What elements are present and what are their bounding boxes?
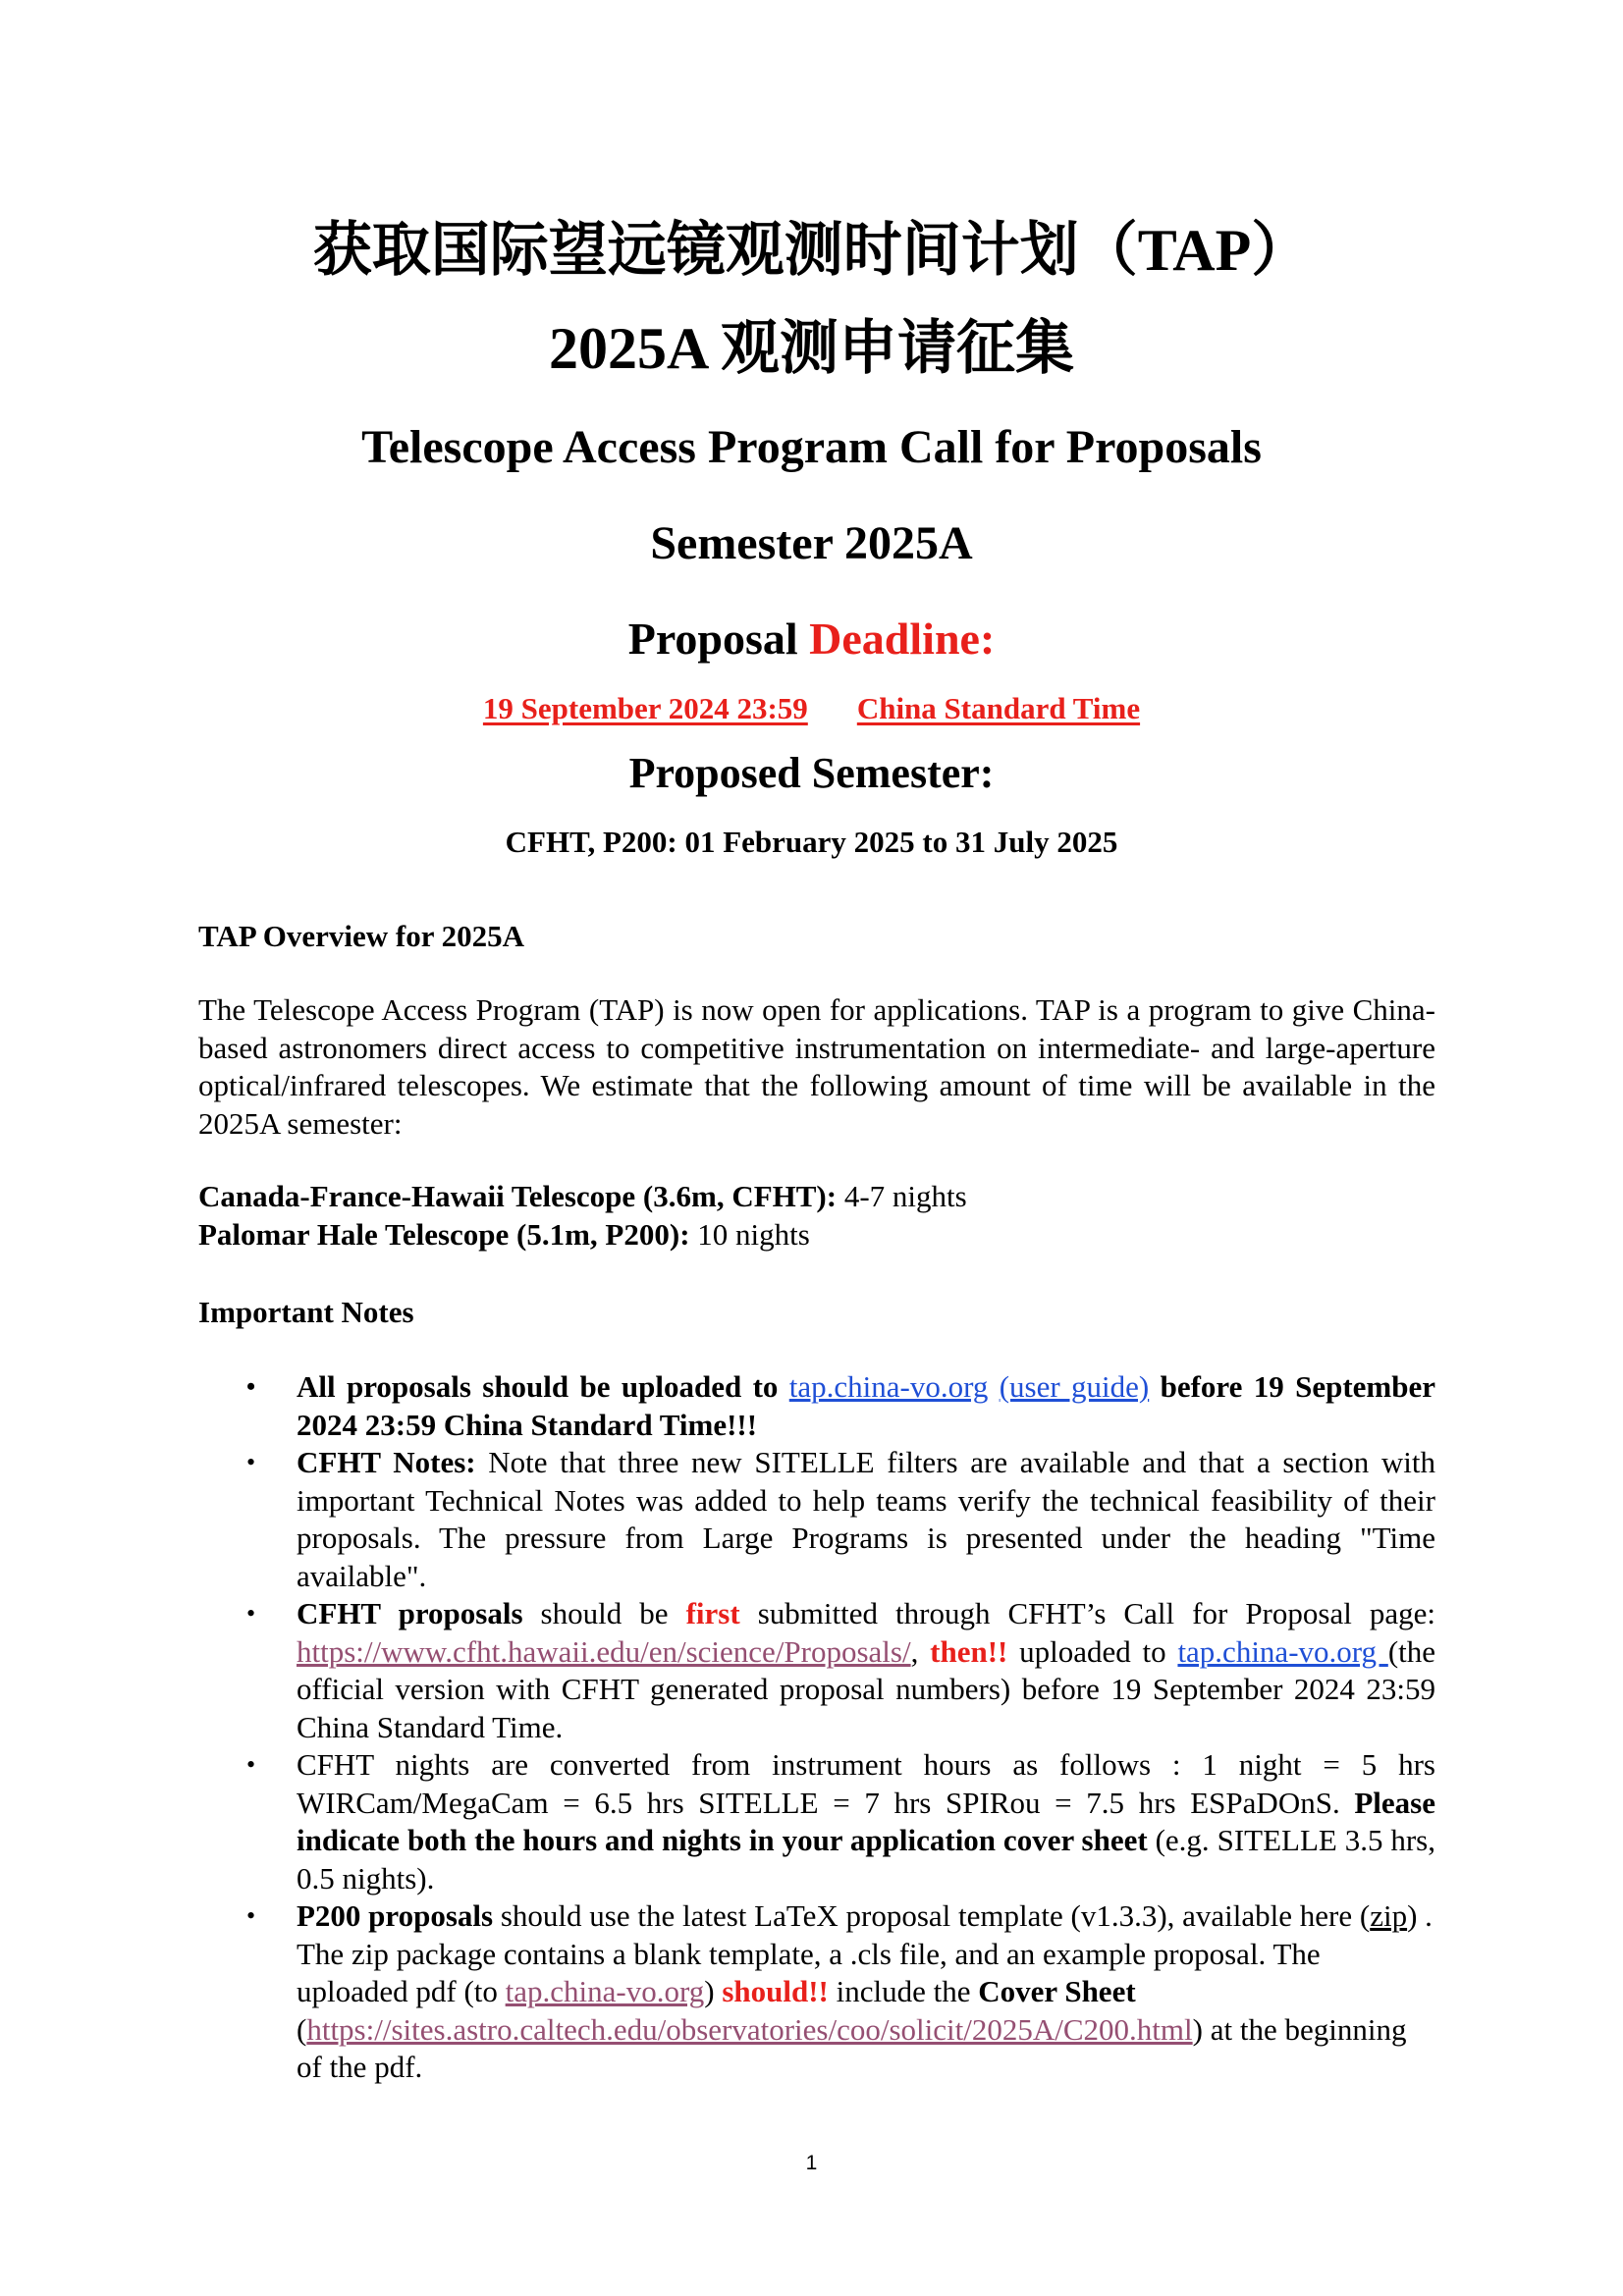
note3-text-a: should be bbox=[522, 1596, 686, 1630]
tap-link[interactable]: tap.china-vo.org bbox=[788, 1369, 989, 1404]
note3-text-b: submitted through CFHT’s Call for Proposal page: bbox=[739, 1596, 1435, 1630]
note4-bold: Please indicate both the hours and nights in your application cover sheet bbox=[297, 1785, 1435, 1857]
deadline-datetime bbox=[0, 693, 1623, 723]
title-chinese-line2: 2025A 观测申请征集 bbox=[548, 316, 1075, 381]
list-item bbox=[198, 1595, 1435, 1746]
page-number: 1 bbox=[805, 2152, 818, 2174]
overview-paragraph: The Telescope Access Program (TAP) is now open for applications. TAP is a program to give China-based astronomers direct access to competitive instrumentation on intermediate- and large-aperture optical/infrared telescopes. We estimate that the following amount of time will be available in the 2025A semester: bbox=[198, 992, 1435, 1141]
bullet: • bbox=[246, 1901, 256, 1930]
list-item bbox=[198, 1444, 1435, 1595]
deadline-date: 19 September 2024 23:59 bbox=[482, 691, 808, 725]
telescope-time: 10 nights bbox=[689, 1216, 810, 1252]
should-emphasis: should!! bbox=[722, 1974, 829, 2008]
note3-text-c: , bbox=[910, 1633, 931, 1669]
cfht-notes-label: CFHT Notes: bbox=[297, 1445, 476, 1479]
list-item bbox=[198, 1897, 1435, 2087]
note5-text-a: should use the latest LaTeX proposal template (v1.3.3), available here ( bbox=[493, 1898, 1371, 1933]
cover-sheet-link[interactable]: https://sites.astro.caltech.edu/observatories/coo/solicit/2025A/C200.html bbox=[306, 2011, 1193, 2047]
note4-text-end: (e.g. SITELLE 3.5 hrs, 0.5 nights). bbox=[297, 1823, 1435, 1896]
zip-link[interactable]: zip bbox=[1370, 1898, 1408, 1933]
p200-proposals-label: P200 proposals bbox=[297, 1898, 494, 1933]
list-item bbox=[198, 1368, 1435, 1444]
then-emphasis: then!! bbox=[930, 1633, 1008, 1669]
telescope-list bbox=[198, 1178, 1435, 1254]
note1-text: All proposals should be uploaded to bbox=[297, 1369, 789, 1404]
overview-heading: TAP Overview for 2025A bbox=[198, 919, 525, 953]
note5-text-b: ) . The zip package contains a blank template, a .cls file, and an example proposal. The uploaded pdf (to bbox=[297, 1898, 1433, 2008]
deadline-heading bbox=[0, 616, 1623, 662]
tap-link-3[interactable]: tap.china-vo.org bbox=[505, 1974, 705, 2008]
note5-text-d: include the bbox=[828, 1974, 979, 2008]
title-english-line1: Telescope Access Program Call for Proposals bbox=[361, 421, 1262, 473]
note1-text-end: before 19 September 2024 23:59 China Standard Time!!! bbox=[297, 1369, 1435, 1442]
note3-text-d: uploaded to bbox=[1007, 1633, 1178, 1669]
user-guide-link[interactable]: (user guide) bbox=[999, 1369, 1150, 1404]
list-item bbox=[198, 1746, 1435, 1897]
telescope-name: Palomar Hale Telescope (5.1m, P200): bbox=[198, 1216, 690, 1252]
note4-text: CFHT nights are converted from instrument hours as follows : 1 night = 5 hrs WIRCam/MegaCam = 6.5 hrs SITELLE = 7 hrs SPIRou = 7.5 hrs ESPaDOnS. bbox=[297, 1747, 1435, 1820]
bullet: • bbox=[246, 1599, 256, 1628]
cfht-proposals-label: CFHT proposals bbox=[297, 1596, 523, 1630]
note3-text-e: (the official version with CFHT generated proposal numbers) before 19 September 2024 23:59 China Standard Time. bbox=[297, 1633, 1436, 1744]
cover-sheet-label: Cover Sheet bbox=[978, 1974, 1136, 2008]
semester-dates: CFHT, P200: 01 February 2025 to 31 July 2025 bbox=[505, 825, 1118, 859]
notes-list bbox=[198, 1368, 1435, 2087]
bullet: • bbox=[246, 1372, 256, 1401]
bullet: • bbox=[246, 1448, 256, 1476]
deadline-label-red: Deadline: bbox=[809, 614, 996, 664]
deadline-zone: China Standard Time bbox=[856, 691, 1141, 725]
telescope-time: 4-7 nights bbox=[837, 1179, 967, 1213]
note5-text-f: ) at the beginning of the pdf. bbox=[297, 2011, 1407, 2084]
cfht-proposals-link[interactable]: https://www.cfht.hawaii.edu/en/science/Proposals/ bbox=[297, 1633, 911, 1669]
title-english-line2: Semester 2025A bbox=[650, 517, 973, 569]
notes-heading: Important Notes bbox=[198, 1295, 414, 1329]
note2-text: Note that three new SITELLE filters are available and that a section with important Technical Notes was added to help teams verify the technical feasibility of their proposals. The pressure from Large Programs is presented under the heading "Time available". bbox=[297, 1445, 1435, 1593]
bullet: • bbox=[246, 1750, 256, 1779]
semester-heading: Proposed Semester: bbox=[628, 749, 995, 797]
telescope-p200 bbox=[198, 1216, 1435, 1255]
note5-text-c: ) bbox=[704, 1974, 723, 2008]
first-emphasis: first bbox=[685, 1596, 740, 1630]
deadline-label: Proposal bbox=[627, 614, 810, 664]
telescope-name: Canada-France-Hawaii Telescope (3.6m, CFHT): bbox=[198, 1179, 838, 1213]
title-chinese-line1: 获取国际望远镜观测时间计划（TAP） bbox=[312, 218, 1311, 283]
tap-link-2[interactable]: tap.china-vo.org bbox=[1177, 1633, 1388, 1669]
telescope-cfht bbox=[198, 1178, 1435, 1216]
note5-text-e: ( bbox=[297, 2011, 307, 2047]
